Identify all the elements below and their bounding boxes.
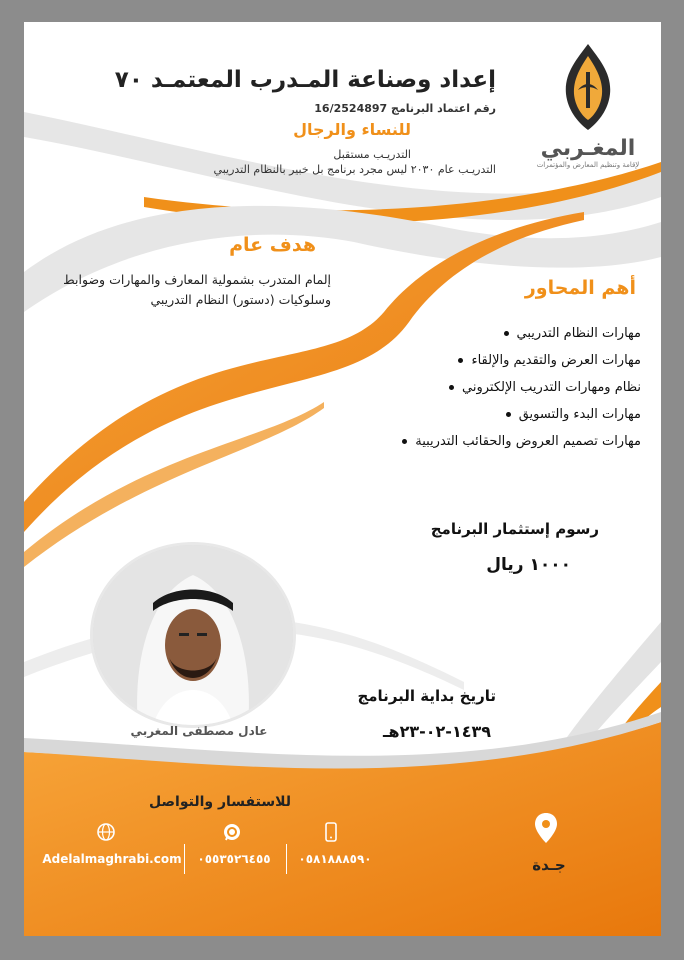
location-pin-icon (534, 812, 558, 844)
audience-label: للنساء والرجال (293, 120, 411, 139)
trainer-name: عادل مصطفى المغربي (130, 724, 268, 738)
fees-value: ١٠٠٠ ريال (486, 555, 571, 575)
logo-name: المغـربي (540, 136, 636, 161)
whatsapp-number[interactable]: ٠٥٥٣٥٢٦٤٥٥ (197, 852, 271, 866)
flyer-card (24, 22, 661, 936)
program-title: إعداد وصناعة المـدرب المعتمـد ٧٠ (114, 67, 496, 93)
calligraphy-logo-icon (548, 42, 628, 132)
start-date-heading: تاريخ بداية البرنامج (357, 687, 496, 705)
start-date-value: ١٤٣٩-٠٢-٢٣هـ (383, 722, 491, 741)
list-item: مهارات تصميم العروض والحقائب التدريبية (321, 428, 641, 455)
divider (286, 844, 287, 874)
list-item: مهارات النظام التدريبي (321, 320, 641, 347)
vision-statement: التدريـب عام ٢٠٣٠ ليس مجرد برنامج بل خبير بالنظام التدريبي (213, 163, 496, 176)
fees-heading: رسوم إستثمار البرنامج (430, 520, 599, 538)
contact-heading: للاستفسار والتواصل (149, 794, 291, 810)
city-label: جـدة (532, 856, 566, 874)
website-link[interactable]: Adelalmaghrabi.com (42, 852, 182, 866)
list-item: نظام ومهارات التدريب الإلكتروني (321, 374, 641, 401)
logo-tagline: لإقامة وتنظيم المعارض والمؤتمرات (536, 161, 640, 169)
list-item: مهارات البدء والتسويق (321, 401, 641, 428)
goal-text: إلمام المتدرب بشمولية المعارف والمهارات وضوابط وسلوكيات (دستور) النظام التدريبي (63, 272, 331, 307)
trainer-photo (90, 542, 296, 728)
axes-list (321, 320, 641, 455)
list-item: مهارات العرض والتقديم والإلقاء (321, 347, 641, 374)
future-label: التدريـب مستقبل (333, 148, 411, 161)
mobile-number[interactable]: ٠٥٨١٨٨٨٥٩٠ (298, 852, 372, 866)
axes-heading: أهم المحاور (524, 277, 636, 299)
trainer-portrait-icon (93, 545, 293, 725)
whatsapp-icon (222, 822, 242, 842)
divider (184, 844, 185, 874)
brand-logo (533, 42, 643, 182)
mobile-phone-icon (324, 822, 338, 842)
approval-number: رقم اعتماد البرنامج 16/2524897 (314, 102, 496, 115)
goal-heading: هدف عام (229, 234, 316, 256)
globe-icon (96, 822, 116, 842)
